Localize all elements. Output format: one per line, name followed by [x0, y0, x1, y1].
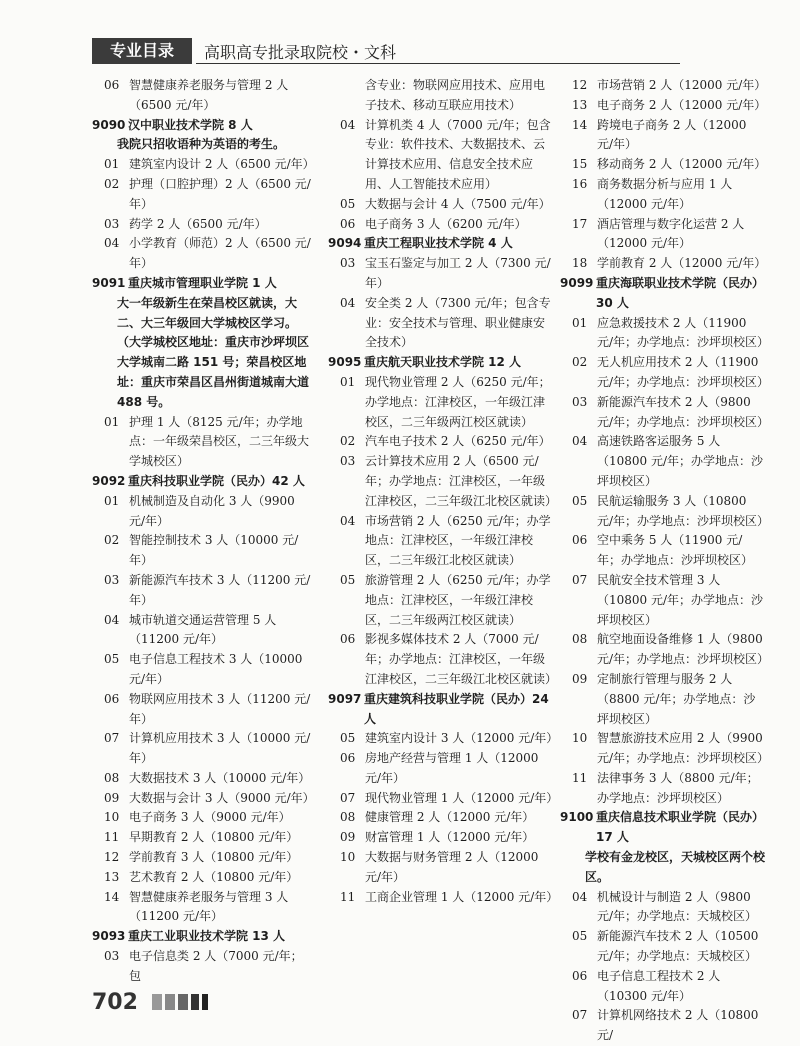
major-code: 04: [104, 612, 120, 627]
major-text: 跨境电子商务 2 人（12000 元/年）: [597, 117, 747, 152]
major-code: 06: [340, 751, 356, 766]
footer-bar: [178, 994, 188, 1010]
major-code: 04: [340, 295, 356, 310]
major-item: [92, 571, 312, 611]
school-heading: [560, 274, 765, 314]
major-code: 01: [104, 414, 120, 429]
major-text: 学前教育 3 人（10800 元/年）: [129, 850, 299, 865]
footer-bar: [152, 994, 162, 1010]
major-code: 01: [104, 157, 120, 172]
major-text: 新能源汽车技术 2 人（10500 元/年；办学地点：天城校区）: [597, 929, 759, 964]
major-item: [560, 729, 770, 769]
major-item: [92, 808, 312, 828]
school-code: 9091: [92, 275, 126, 290]
major-text: 电子商务 3 人（9000 元/年）: [129, 810, 291, 825]
major-code: 12: [104, 850, 120, 865]
major-text: 旅游管理 2 人（6250 元/年；办学地点：江津校区，一年级江津校区，二三年级两江校区就读）: [365, 572, 551, 627]
major-code: 10: [340, 850, 356, 865]
major-code: 10: [104, 810, 120, 825]
major-text: 计算机类 4 人（7000 元/年；包含专业：软件技术、大数据技术、云计算技术应用、信息安全技术应用、人工智能技术应用）: [365, 117, 551, 191]
school-heading: [328, 690, 553, 730]
major-text: 健康管理 2 人（12000 元/年）: [365, 810, 535, 825]
major-item: [560, 492, 770, 532]
school-code: 9097: [328, 691, 362, 706]
major-item: [328, 294, 553, 353]
major-item: [328, 116, 553, 195]
major-code: 13: [104, 869, 120, 884]
major-item: [560, 353, 770, 393]
school-name: 汉中职业技术学院 8 人: [128, 117, 253, 132]
major-text: 计算机网络技术 2 人（10800 元/: [597, 1008, 759, 1043]
major-code: 06: [104, 78, 120, 92]
major-code: 04: [572, 434, 588, 449]
major-code: 03: [104, 216, 120, 231]
major-text: 高速铁路客运服务 5 人（10800 元/年；办学地点：沙坪坝校区）: [597, 434, 764, 488]
major-text: 宝玉石鉴定与加工 2 人（7300 元/年）: [365, 256, 551, 290]
school-heading: [92, 927, 312, 947]
major-item: [560, 96, 765, 116]
major-item: [328, 749, 553, 789]
major-item: [328, 630, 558, 689]
major-code: 04: [340, 513, 356, 528]
major-code: 06: [572, 968, 588, 983]
major-code: 09: [572, 671, 588, 686]
footer-bar: [202, 994, 208, 1010]
major-item: [92, 690, 312, 730]
major-item: [560, 927, 765, 967]
major-code: 01: [572, 315, 588, 330]
footer-bar: [191, 994, 199, 1010]
major-text: 市场营销 2 人（12000 元/年）: [597, 78, 767, 92]
major-text: 新能源汽车技术 3 人（11200 元/年）: [129, 572, 311, 607]
page-header: [80, 38, 680, 64]
school-heading: [328, 353, 553, 373]
major-text: 空中乘务 5 人（11900 元/年；办学地点：沙坪坝校区）: [597, 533, 754, 568]
major-text: 大数据与会计 3 人（9000 元/年）: [129, 790, 315, 805]
school-name: 重庆城市管理职业学院 1 人: [128, 275, 277, 290]
major-item: [328, 76, 553, 116]
major-code: 04: [340, 117, 356, 132]
major-code: 11: [572, 770, 588, 785]
major-item: [92, 76, 312, 116]
major-item: [560, 116, 765, 156]
major-code: 05: [340, 731, 356, 746]
section-tag: 专业目录: [92, 38, 192, 64]
major-code: 11: [340, 889, 356, 904]
major-text: 市场营销 2 人（6250 元/年；办学地点：江津校区，一年级江津校区，二三年级江北校区就读）: [365, 513, 551, 568]
major-code: 03: [340, 256, 356, 271]
major-code: 02: [340, 434, 356, 449]
major-item: [328, 888, 559, 908]
major-text: 建筑室内设计 3 人（12000 元/年）: [365, 731, 559, 746]
major-code: 07: [104, 731, 120, 746]
footer-bar: [165, 994, 175, 1010]
major-item: [92, 175, 312, 215]
major-item: [328, 828, 553, 848]
major-text: 无人机应用技术 2 人（11900 元/年；办学地点：沙坪坝校区）: [597, 355, 770, 389]
major-text: 计算机应用技术 3 人（10000 元/年）: [129, 731, 311, 766]
major-item: [92, 155, 315, 175]
major-code: 05: [104, 652, 120, 667]
major-code: 06: [572, 533, 588, 548]
major-text: 民航安全技术管理 3 人（10800 元/年；办学地点：沙坪坝校区）: [597, 572, 764, 627]
major-code: 02: [572, 355, 588, 370]
school-note: 学校有金龙校区，天城校区两个校区。: [585, 850, 766, 884]
major-code: 03: [572, 394, 588, 409]
major-text: 安全类 2 人（7300 元/年；包含专业：安全技术与管理、职业健康安全技术）: [365, 295, 551, 350]
major-text: 大数据与财务管理 2 人（12000 元/年）: [365, 850, 539, 884]
major-code: 07: [572, 1008, 588, 1023]
major-item: [328, 373, 553, 432]
major-code: 11: [104, 830, 120, 845]
major-item: [560, 393, 770, 433]
major-text: 机械设计与制造 2 人（9800 元/年；办学地点：天城校区）: [597, 889, 758, 924]
major-code: 18: [572, 256, 588, 271]
major-item: [92, 789, 315, 809]
school-name: 重庆工业职业技术学院 13 人: [128, 929, 286, 944]
school-name: 重庆信息技术职业学院（民办）17 人: [596, 810, 765, 845]
major-item: [560, 769, 765, 809]
major-text: 智慧旅游技术应用 2 人（9900 元/年；办学地点：沙坪坝校区）: [597, 731, 770, 766]
school-code: 9099: [560, 275, 594, 290]
major-text: 物联网应用技术 3 人（11200 元/年）: [129, 691, 311, 726]
major-code: 09: [104, 790, 120, 805]
major-text: 云计算技术应用 2 人（6500 元/年；办学地点：江津校区，一年级江津校区，二三年级江北校区就读）: [365, 454, 558, 508]
school-note: 我院只招收语种为英语的考生。: [117, 137, 286, 152]
school-code: 9095: [328, 355, 362, 370]
major-item: [560, 670, 765, 729]
major-code: 08: [104, 770, 120, 785]
major-text: 建筑室内设计 2 人（6500 元/年）: [129, 157, 315, 172]
major-text: 移动商务 2 人（12000 元/年）: [597, 157, 767, 172]
school-code: 9093: [92, 929, 126, 944]
major-text: 智慧健康养老服务与管理 3 人（11200 元/年）: [129, 889, 289, 924]
major-item: [560, 76, 765, 96]
major-code: 17: [572, 216, 588, 231]
column-3: [560, 76, 770, 1046]
school-heading: [92, 116, 312, 136]
major-item: [328, 215, 553, 235]
major-item: [328, 512, 553, 571]
major-item: [328, 808, 553, 828]
major-text: 汽车电子技术 2 人（6250 元/年）: [365, 434, 551, 449]
major-item: [92, 234, 312, 274]
major-text: 电子信息工程技术 2 人（10300 元/年）: [597, 968, 721, 1003]
major-code: 14: [104, 889, 120, 904]
major-code: 03: [340, 454, 356, 469]
major-text: 民航运输服务 3 人（10800 元/年；办学地点：沙坪坝校区）: [597, 493, 770, 528]
major-item: [560, 571, 765, 630]
major-text: 智能控制技术 3 人（10000 元/年）: [129, 533, 299, 568]
major-code: 02: [104, 176, 120, 191]
major-item: [92, 215, 312, 235]
major-item: [560, 155, 765, 175]
major-code: 01: [340, 374, 356, 389]
major-item: [92, 888, 312, 928]
major-item: [560, 175, 765, 215]
major-code: 05: [572, 929, 588, 944]
major-text: 酒店管理与数字化运营 2 人（12000 元/年）: [597, 216, 745, 251]
major-text: 现代物业管理 2 人（6250 元/年；办学地点：江津校区，一年级江津校区，二三年级两江校区就读）: [365, 374, 551, 429]
major-text: 新能源汽车技术 2 人（9800 元/年；办学地点：沙坪坝校区）: [597, 394, 770, 429]
school-name: 重庆海联职业技术学院（民办）30 人: [596, 275, 765, 310]
major-item: [560, 254, 765, 274]
major-code: 01: [104, 493, 120, 508]
major-item: [560, 1006, 765, 1046]
major-item: [560, 432, 765, 491]
major-item: [92, 611, 312, 651]
major-text: 艺术教育 2 人（10800 元/年）: [129, 869, 299, 884]
major-code: 06: [104, 691, 120, 706]
major-item: [92, 492, 312, 532]
major-item: [560, 630, 770, 670]
major-code: 03: [104, 572, 120, 587]
major-code: 06: [340, 632, 356, 647]
major-code: 16: [572, 176, 588, 191]
major-item: [328, 729, 559, 749]
major-code: 05: [340, 196, 356, 211]
school-note: 大一年级新生在荣昌校区就读，大二、大三年级回大学城校区学习。（大学城校区地址：重庆市沙坪坝区大学城南二路 151 号；荣昌校区地址：重庆市荣昌区昌州街道城南大道 488 号。: [117, 295, 310, 409]
major-code: 05: [340, 572, 356, 587]
major-text: 电子商务 2 人（12000 元/年）: [597, 97, 767, 112]
major-text: 影视多媒体技术 2 人（7000 元/年；办学地点：江津校区，一年级江津校区，二三年级江北校区就读）: [365, 632, 558, 686]
column-1: [92, 76, 315, 987]
major-item: [92, 848, 312, 868]
school-heading: [560, 808, 765, 848]
major-text: 机械制造及自动化 3 人（9900 元/年）: [129, 493, 295, 528]
major-text: 财富管理 1 人（12000 元/年）: [365, 830, 535, 845]
major-code: 05: [572, 493, 588, 508]
major-text: 现代物业管理 1 人（12000 元/年）: [365, 790, 559, 805]
major-code: 10: [572, 731, 588, 746]
major-text: 护理（口腔护理）2 人（6500 元/年）: [129, 176, 311, 211]
school-code: 9100: [560, 810, 594, 825]
major-text: 城市轨道交通运营管理 5 人（11200 元/年）: [129, 612, 277, 647]
major-code: 07: [340, 790, 356, 805]
major-item: [92, 650, 312, 690]
major-item: [560, 314, 770, 354]
school-heading: [92, 274, 312, 294]
major-text: 法律事务 3 人（8800 元/年；办学地点：沙坪坝校区）: [597, 770, 759, 805]
header-title: 高职高专批录取院校・文科: [204, 43, 397, 62]
major-text: 大数据技术 3 人（10000 元/年）: [129, 770, 311, 785]
major-text: 智慧健康养老服务与管理 2 人（6500 元/年）: [129, 78, 289, 112]
major-text: 含专业：物联网应用技术、应用电子技术、移动互联应用技术）: [365, 78, 546, 112]
major-text: 商务数据分析与应用 1 人（12000 元/年）: [597, 176, 733, 211]
major-item: [560, 888, 765, 928]
major-text: 电子信息工程技术 3 人（10000 元/年）: [129, 652, 303, 686]
major-text: 工商企业管理 1 人（12000 元/年）: [365, 889, 559, 904]
major-item: [328, 571, 553, 630]
major-item: [560, 531, 765, 571]
major-text: 电子商务 3 人（6200 元/年）: [365, 216, 527, 231]
major-code: 08: [340, 810, 356, 825]
major-code: 04: [572, 889, 588, 904]
school-code: 9092: [92, 473, 126, 488]
major-item: [560, 215, 765, 255]
major-code: 15: [572, 157, 588, 172]
major-item: [560, 967, 765, 1007]
major-item: [92, 769, 312, 789]
school-name: 重庆工程职业技术学院 4 人: [364, 236, 513, 251]
major-text: 航空地面设备维修 1 人（9800 元/年；办学地点：沙坪坝校区）: [597, 632, 770, 667]
school-name: 重庆航天职业技术学院 12 人: [364, 355, 522, 370]
major-item: [92, 868, 312, 888]
major-text: 大数据与会计 4 人（7500 元/年）: [365, 196, 551, 211]
major-item: [92, 413, 312, 472]
major-code: 07: [572, 572, 588, 587]
major-item: [328, 789, 559, 809]
major-item: [92, 729, 312, 769]
major-code: 13: [572, 97, 588, 112]
major-text: 房地产经营与管理 1 人（12000 元/年）: [365, 751, 539, 785]
major-item: [92, 531, 312, 571]
major-code: 06: [340, 216, 356, 231]
major-item: [328, 195, 553, 215]
major-text: 电子信息类 2 人（7000 元/年；包: [129, 949, 303, 983]
column-2: [328, 76, 559, 907]
major-code: 04: [104, 236, 120, 251]
major-text: 应急救援技术 2 人（11900 元/年；办学地点：沙坪坝校区）: [597, 315, 770, 350]
major-item: [328, 848, 553, 888]
major-text: 小学教育（师范）2 人（6500 元/年）: [129, 236, 311, 271]
major-code: 14: [572, 117, 588, 132]
major-code: 03: [104, 949, 120, 964]
major-text: 学前教育 2 人（12000 元/年）: [597, 256, 767, 271]
school-code: 9090: [92, 117, 126, 132]
major-item: [328, 452, 558, 511]
major-text: 护理 1 人（8125 元/年；办学地点：一年级荣昌校区，二三年级大学城校区）: [129, 414, 310, 469]
major-text: 药学 2 人（6500 元/年）: [129, 216, 267, 231]
major-item: [328, 254, 553, 294]
page-number: 702: [92, 990, 138, 1015]
major-item: [92, 947, 312, 987]
major-code: 09: [340, 830, 356, 845]
major-code: 12: [572, 78, 588, 92]
major-text: 早期教育 2 人（10800 元/年）: [129, 830, 299, 845]
school-heading: [92, 472, 312, 492]
school-heading: [328, 234, 553, 254]
school-code: 9094: [328, 236, 362, 251]
major-text: 定制旅行管理与服务 2 人（8800 元/年；办学地点：沙坪坝校区）: [597, 671, 756, 726]
major-code: 08: [572, 632, 588, 647]
major-item: [328, 432, 553, 452]
major-item: [92, 828, 312, 848]
school-name: 重庆科技职业学院（民办）42 人: [128, 473, 305, 488]
school-name: 重庆建筑科技职业学院（民办）24 人: [364, 691, 549, 726]
major-code: 02: [104, 533, 120, 548]
header-rule: [196, 63, 680, 64]
